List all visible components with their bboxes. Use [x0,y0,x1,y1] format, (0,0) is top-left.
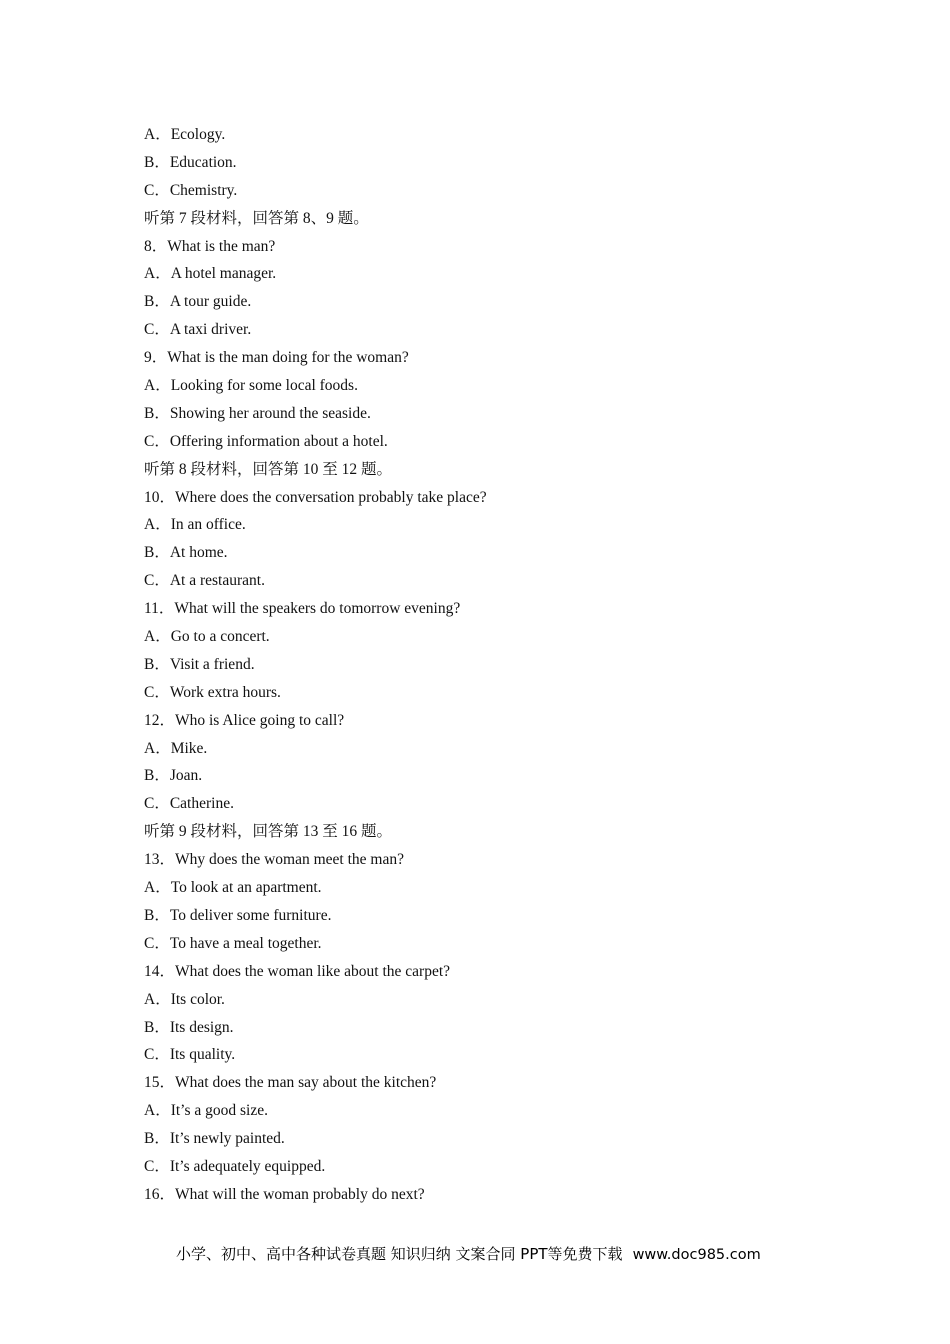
text-line: B．It’s newly painted. [144,1130,285,1148]
text-line: A．Mike. [144,739,208,757]
text-line: 8．What is the man? [144,237,276,255]
text-line: C．Catherine. [144,795,234,813]
question-list [144,121,844,1209]
text-line: 15．What does the man say about the kitchen? [144,1074,437,1092]
text-line: C．It’s adequately equipped. [144,1157,326,1175]
text-line: 13．Why does the woman meet the man? [144,851,404,869]
text-line: C．Offering information about a hotel. [144,432,388,450]
text-line: C．Chemistry. [144,181,238,199]
text-line: A．To look at an apartment. [144,879,322,897]
text-line: B．Its design. [144,1018,234,1036]
text-line: B．Showing her around the seaside. [144,404,371,422]
text-line: A．Looking for some local foods. [144,377,358,395]
text-line: 12．Who is Alice going to call? [144,711,345,729]
text-line: B．A tour guide. [144,293,252,311]
text-line: A．Its color. [144,990,225,1008]
text-line: 9．What is the man doing for the woman? [144,349,409,367]
text-line: 10．Where does the conversation probably take place? [144,488,487,506]
footer-text: 小学、初中、高中各种试卷真题 知识归纳 文案合同 PPT等免费下载 [176,1245,623,1263]
footer [176,1242,816,1267]
text-line: 14．What does the woman like about the carpet? [144,962,451,980]
text-line: A．In an office. [144,516,246,534]
text-line: 听第 8 段材料，回答第 10 至 12 题。 [144,460,393,478]
text-line: A．Ecology. [144,126,226,143]
text-line: 听第 7 段材料，回答第 8、9 题。 [144,209,369,227]
text-line: C．A taxi driver. [144,321,252,339]
text-line: C．At a restaurant. [144,572,265,590]
text-line: C．Work extra hours. [144,683,281,701]
text-line: A．A hotel manager. [144,265,277,283]
text-line: 16．What will the woman probably do next? [144,1185,425,1203]
text-line: B．Visit a friend. [144,655,255,673]
text-line: B．To deliver some furniture. [144,906,332,924]
text-line: B．Education. [144,153,237,171]
text-line: A．It’s a good size. [144,1102,268,1120]
text-line: C．Its quality. [144,1046,236,1064]
text-line: C．To have a meal together. [144,934,322,952]
footer-url[interactable]: www.doc985.com [632,1247,761,1263]
text-line: B．At home. [144,544,228,562]
text-line: 听第 9 段材料，回答第 13 至 16 题。 [144,823,393,841]
text-line: 11．What will the speakers do tomorrow evening? [144,600,461,618]
text-line: A．Go to a concert. [144,628,270,646]
text-line: B．Joan. [144,767,203,785]
